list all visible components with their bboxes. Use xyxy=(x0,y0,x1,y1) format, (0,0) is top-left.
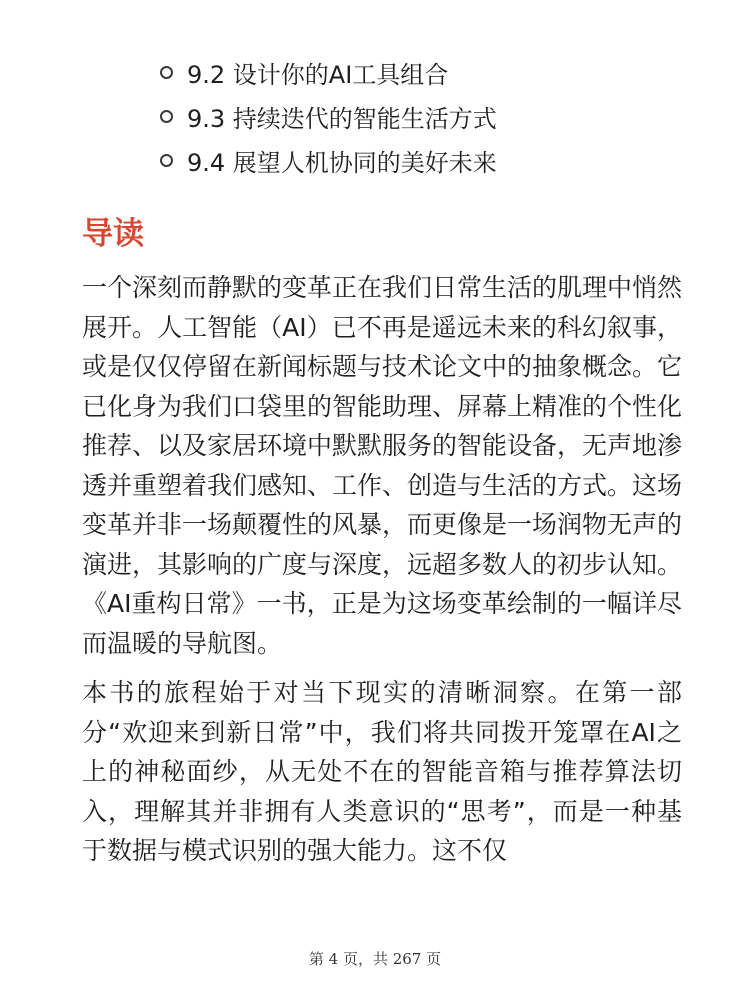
body-paragraph: 本书的旅程始于对当下现实的清晰洞察。在第一部分“欢迎来到新日常”中，我们将共同拨开笼罩在AI之上的神秘面纱，从无处不在的智能音箱与推荐算法切入，理解其并非拥有人类意识的“思考”，而是一种基于数据与模式识别的强大能力。这不仅 xyxy=(82,678,682,865)
body-paragraph: 一个深刻而静默的变革正在我们日常生活的肌理中悄然展开。人工智能（AI）已不再是遥远未来的科幻叙事，或是仅仅停留在新闻标题与技术论文中的抽象概念。它已化身为我们口袋里的智能助理、屏幕上精准的个性化推荐、以及家居环境中默默服务的智能设备，无声地渗透并重塑着我们感知、工作、创造与生活的方式。这场变革并非一场颠覆性的风暴，而更像是一场润物无声的演进，其影响的广度与深度，远超多数人的初步认知。《AI重构日常》一书，正是为这场变革绘制的一幅详尽而温暖的导航图。 xyxy=(82,273,683,658)
page-number-footer: 第 4 页，共 267 页 xyxy=(308,950,442,968)
toc-item[interactable] xyxy=(160,50,720,94)
section-heading: 导读 xyxy=(82,216,144,252)
toc-item-label: 9.2 设计你的AI工具组合 xyxy=(187,60,449,89)
toc-item-label: 9.4 展望人机协同的美好未来 xyxy=(187,148,497,177)
toc-item-label: 9.3 持续迭代的智能生活方式 xyxy=(187,104,497,133)
table-of-contents xyxy=(160,50,720,182)
circle-bullet-icon xyxy=(160,66,173,79)
circle-bullet-icon xyxy=(160,110,173,123)
toc-item[interactable] xyxy=(160,138,720,182)
circle-bullet-icon xyxy=(160,154,173,167)
section-body xyxy=(82,268,682,881)
toc-item[interactable] xyxy=(160,94,720,138)
